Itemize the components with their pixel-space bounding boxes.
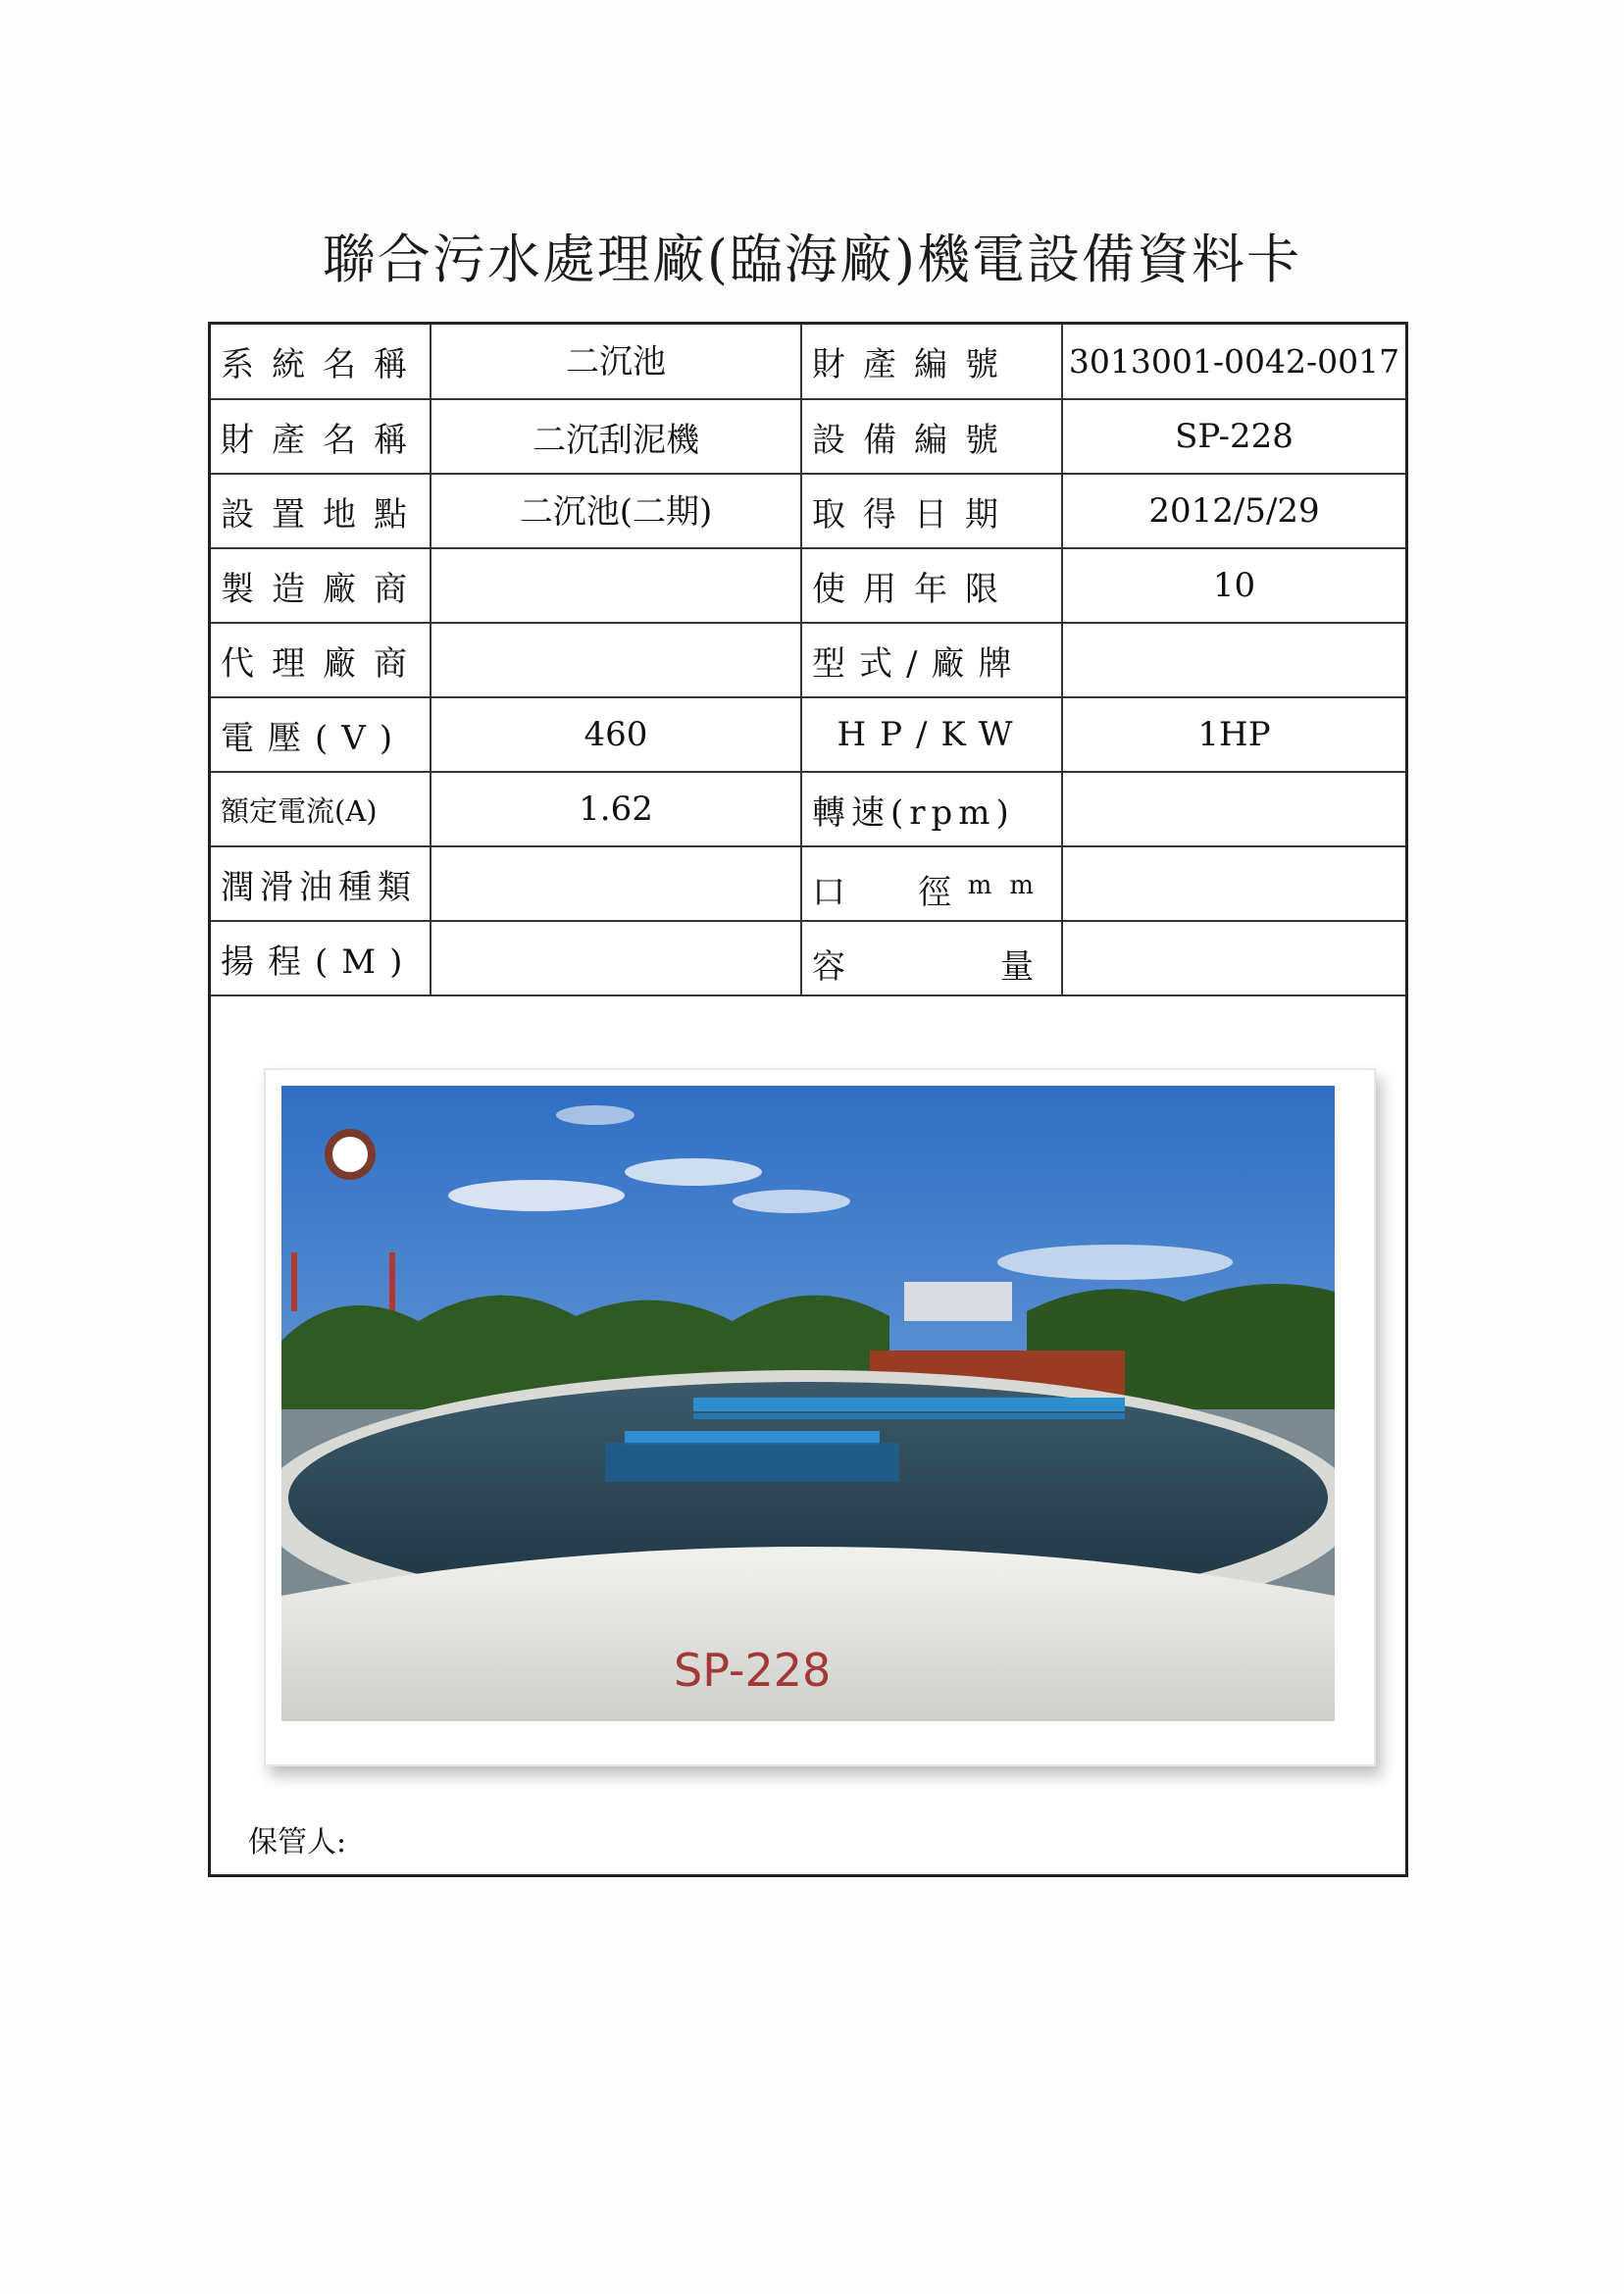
table-row <box>211 772 1405 846</box>
value-lubricant <box>431 846 801 921</box>
keeper-label: 保管人: <box>248 1825 347 1860</box>
value-agent <box>431 623 801 697</box>
label-diameter-left: 口 <box>812 873 863 912</box>
label-diameter-mid: 徑 <box>918 873 969 912</box>
label-capacity-right: 量 <box>1000 947 1051 987</box>
table-row <box>211 548 1405 623</box>
equipment-photo <box>281 1086 1335 1721</box>
table-row <box>211 846 1405 921</box>
label-lubricant: 潤滑油種類 <box>211 846 431 921</box>
label-acquired-date: 取得日期 <box>801 474 1062 548</box>
stencil-label: SP-228 <box>674 1644 832 1697</box>
table-row <box>211 623 1405 697</box>
label-system-name: 系統名稱 <box>211 325 431 399</box>
table-row <box>211 474 1405 548</box>
label-capacity <box>801 921 1062 995</box>
value-manufacturer <box>431 548 801 623</box>
equipment-photo-frame <box>264 1068 1376 1766</box>
label-location: 設置地點 <box>211 474 431 548</box>
table-row <box>211 921 1405 995</box>
value-diameter <box>1062 846 1405 921</box>
value-head <box>431 921 801 995</box>
value-asset-name: 二沉刮泥機 <box>431 399 801 474</box>
spec-table <box>211 325 1405 996</box>
value-rated-current: 1.62 <box>431 772 801 846</box>
page-title: 聯合污水處理廠(臨海廠)機電設備資料卡 <box>322 229 1302 290</box>
value-equipment-number: SP-228 <box>1062 399 1405 474</box>
value-capacity <box>1062 921 1405 995</box>
table-row <box>211 325 1405 399</box>
label-head: 揚程(M) <box>211 921 431 995</box>
label-model-brand: 型式/廠牌 <box>801 623 1062 697</box>
value-service-life: 10 <box>1062 548 1405 623</box>
label-voltage: 電壓(V) <box>211 697 431 772</box>
value-speed <box>1062 772 1405 846</box>
value-asset-number: 3013001-0042-0017 <box>1062 325 1405 399</box>
label-asset-number: 財產編號 <box>801 325 1062 399</box>
label-service-life: 使用年限 <box>801 548 1062 623</box>
label-diameter <box>801 846 1062 921</box>
label-rated-current: 額定電流(A) <box>211 772 431 846</box>
label-manufacturer: 製造廠商 <box>211 548 431 623</box>
value-acquired-date: 2012/5/29 <box>1062 474 1405 548</box>
value-location: 二沉池(二期) <box>431 474 801 548</box>
label-diameter-unit: mm <box>967 871 1051 900</box>
value-voltage: 460 <box>431 697 801 772</box>
label-asset-name: 財產名稱 <box>211 399 431 474</box>
label-capacity-left: 容 <box>812 947 863 987</box>
value-model-brand <box>1062 623 1405 697</box>
label-agent: 代理廠商 <box>211 623 431 697</box>
label-equipment-number: 設備編號 <box>801 399 1062 474</box>
label-hp-kw: HP/KW <box>801 697 1062 772</box>
value-hp-kw: 1HP <box>1062 697 1405 772</box>
value-system-name: 二沉池 <box>431 325 801 399</box>
table-row <box>211 697 1405 772</box>
label-speed: 轉速(rpm) <box>801 772 1062 846</box>
equipment-card <box>208 322 1408 1877</box>
table-row <box>211 399 1405 474</box>
